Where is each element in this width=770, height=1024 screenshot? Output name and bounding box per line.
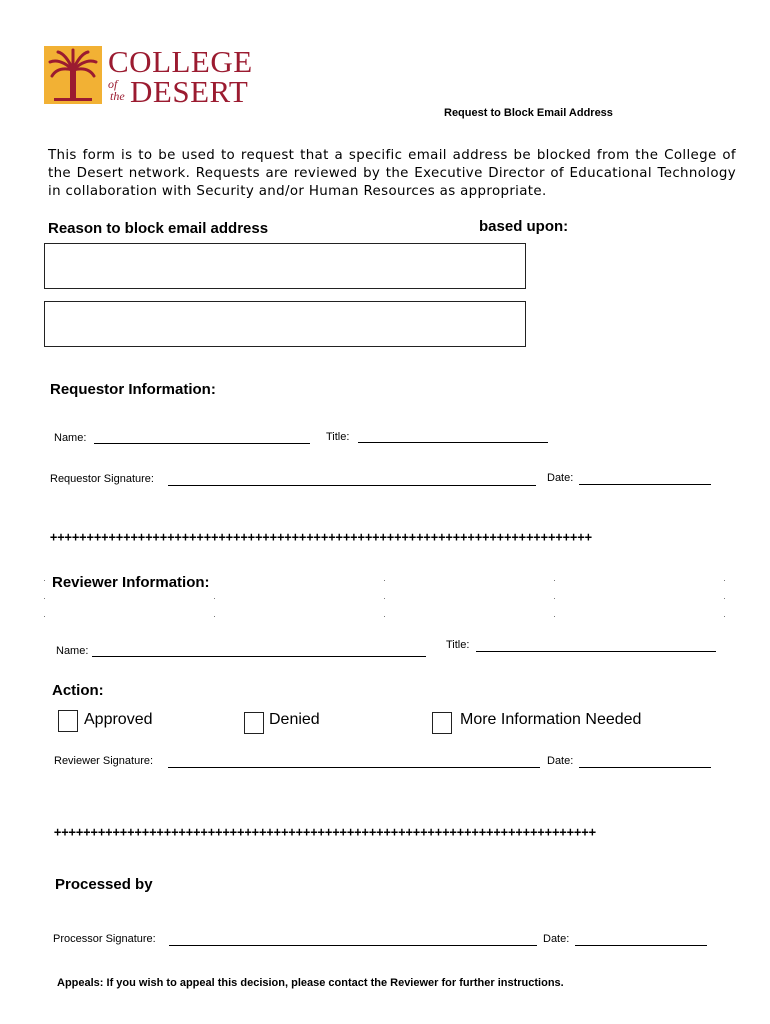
based-upon-input-box[interactable] <box>44 301 526 347</box>
processor-signature-field[interactable] <box>169 945 537 946</box>
processor-date-label: Date: <box>543 933 570 945</box>
requestor-signature-field[interactable] <box>168 485 536 486</box>
appeals-note: Appeals: If you wish to appeal this decision, please contact the Reviewer for further instructions. <box>57 977 564 989</box>
artifact-dot <box>384 580 385 581</box>
logo-college-text: COLLEGE <box>108 44 253 79</box>
artifact-dot <box>44 580 45 581</box>
denied-label: Denied <box>269 711 320 728</box>
reviewer-title-label: Title: <box>446 639 470 651</box>
requestor-title-label: Title: <box>326 431 350 443</box>
action-heading: Action: <box>52 682 104 699</box>
artifact-dot <box>214 598 215 599</box>
artifact-dot <box>44 616 45 617</box>
requestor-date-label: Date: <box>547 472 574 484</box>
intro-paragraph: This form is to be used to request that a specific email address be blocked from the College of the Desert network. Requests are reviewed by the Executive Director of Educational Technology in collaboration with Security and/or Human Resources as appropriate. <box>48 148 736 199</box>
reviewer-name-field[interactable] <box>92 656 426 657</box>
approved-checkbox[interactable] <box>58 710 78 732</box>
more-info-checkbox[interactable] <box>432 712 452 734</box>
separator-1: ++++++++++++++++++++++++++++++++++++++++++++++++++++++++++++++++++++++++++ <box>50 530 593 544</box>
processor-signature-label: Processor Signature: <box>53 933 156 945</box>
reviewer-heading: Reviewer Information: <box>52 574 210 591</box>
more-info-label: More Information Needed <box>460 711 642 728</box>
artifact-dot <box>554 598 555 599</box>
logo-the-text: the <box>110 89 125 103</box>
requestor-date-field[interactable] <box>579 484 711 485</box>
logo-of-text: of <box>108 77 118 91</box>
processed-heading: Processed by <box>55 876 153 893</box>
college-logo <box>44 46 284 108</box>
based-upon-heading: based upon: <box>479 218 569 235</box>
artifact-dot <box>44 598 45 599</box>
form-title: Request to Block Email Address <box>444 107 613 119</box>
processor-date-field[interactable] <box>575 945 707 946</box>
artifact-dot <box>554 616 555 617</box>
artifact-dot <box>724 580 725 581</box>
logo-desert-text: DESERT <box>130 74 249 109</box>
reason-heading: Reason to block email address <box>48 220 269 237</box>
artifact-dot <box>724 616 725 617</box>
reason-input-box[interactable] <box>44 243 526 289</box>
denied-checkbox[interactable] <box>244 712 264 734</box>
approved-label: Approved <box>84 711 153 728</box>
requestor-signature-label: Requestor Signature: <box>50 473 154 485</box>
requestor-heading: Requestor Information: <box>50 381 216 398</box>
requestor-title-field[interactable] <box>358 442 548 443</box>
reviewer-signature-field[interactable] <box>168 767 540 768</box>
requestor-name-field[interactable] <box>94 443 310 444</box>
artifact-dot <box>384 598 385 599</box>
reviewer-signature-label: Reviewer Signature: <box>54 755 154 767</box>
artifact-dot <box>724 598 725 599</box>
artifact-dot <box>384 616 385 617</box>
palm-tree-icon <box>44 46 102 104</box>
separator-2: ++++++++++++++++++++++++++++++++++++++++++++++++++++++++++++++++++++++++++ <box>54 825 597 839</box>
artifact-dot <box>214 616 215 617</box>
reviewer-date-label: Date: <box>547 755 574 767</box>
reviewer-title-field[interactable] <box>476 651 716 652</box>
reviewer-name-label: Name: <box>56 645 89 657</box>
requestor-name-label: Name: <box>54 432 87 444</box>
reviewer-date-field[interactable] <box>579 767 711 768</box>
artifact-dot <box>554 580 555 581</box>
